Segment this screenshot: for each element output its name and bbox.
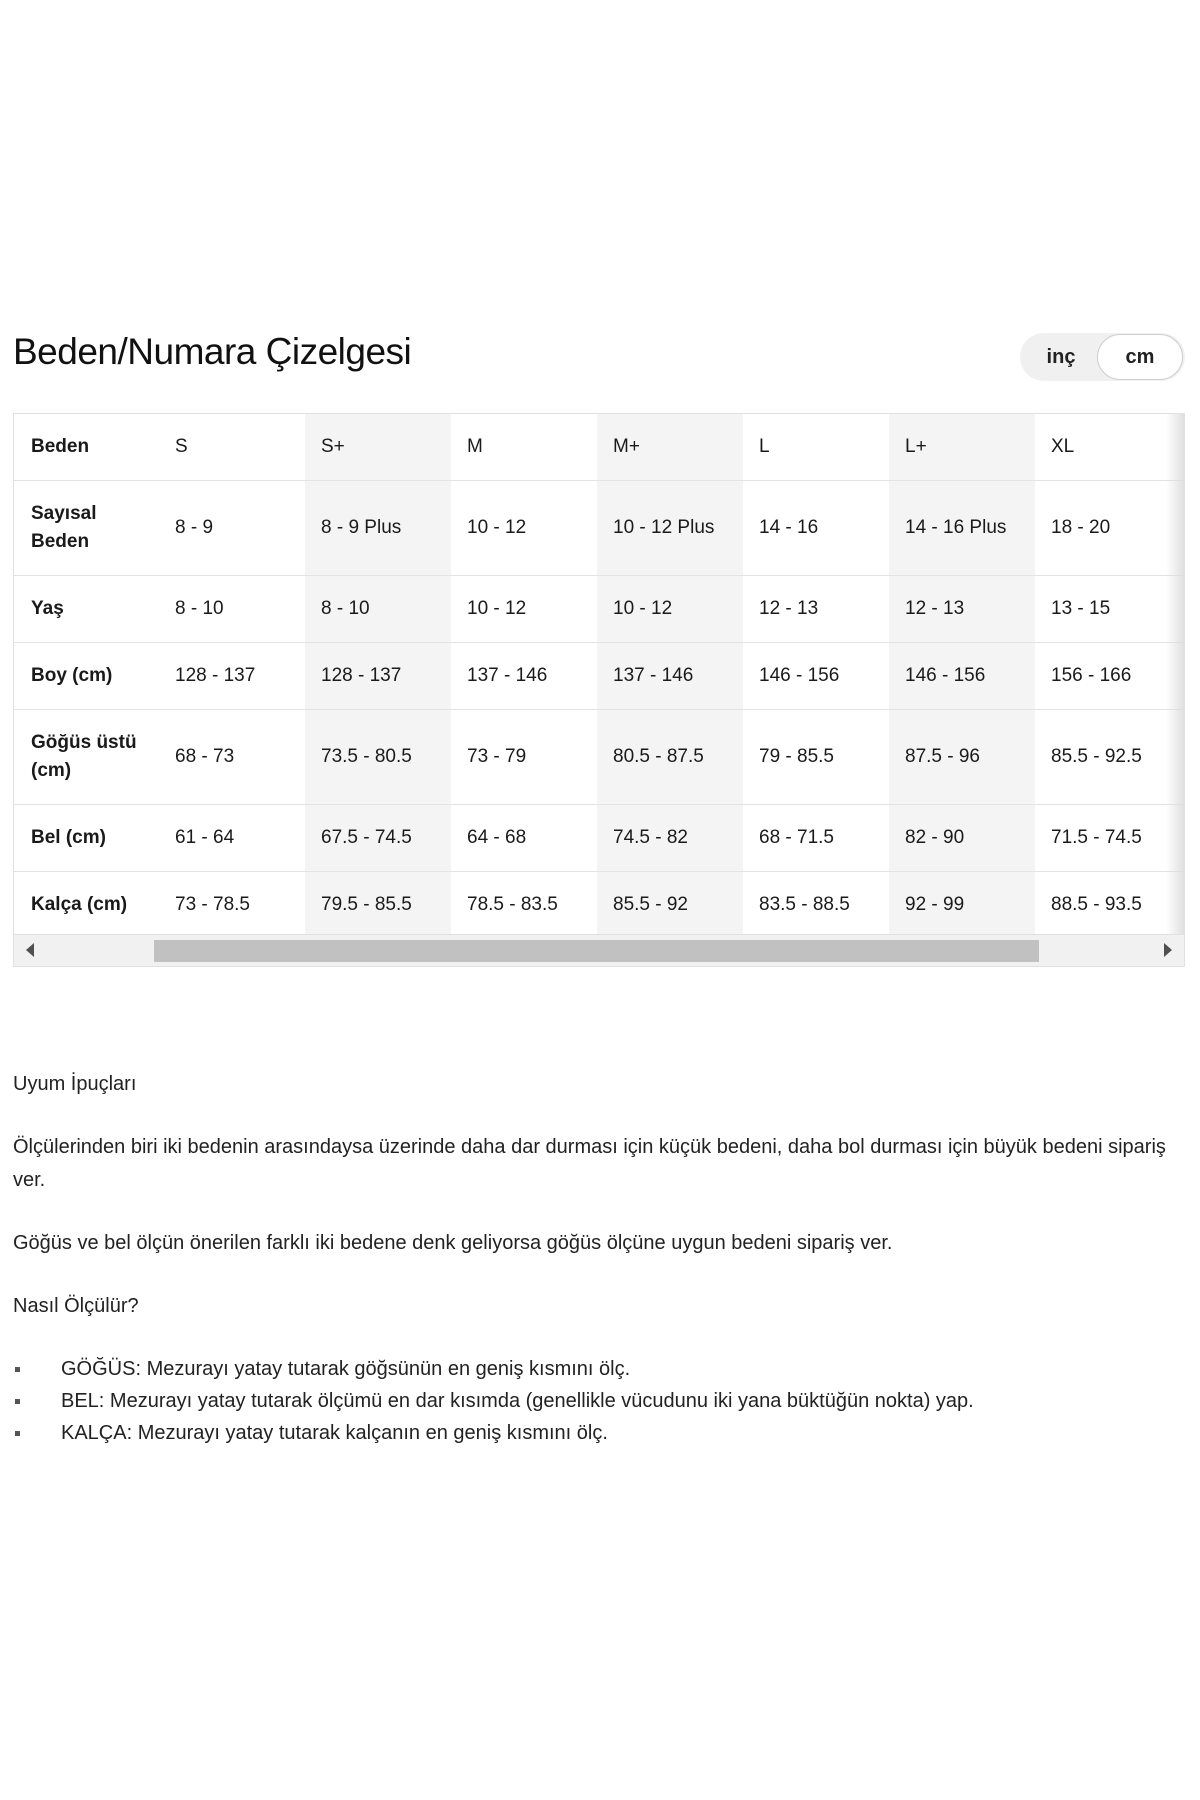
table-cell: 83.5 - 88.5 xyxy=(743,872,889,939)
table-cell: XL xyxy=(1035,414,1185,481)
scroll-left-arrow-icon[interactable] xyxy=(26,943,34,957)
table-cell: 8 - 9 xyxy=(159,481,305,576)
table-cell: S+ xyxy=(305,414,451,481)
table-cell: 71.5 - 74.5 xyxy=(1035,805,1185,872)
bullet-icon xyxy=(15,1431,20,1436)
table-cell: 68 - 73 xyxy=(159,710,305,805)
table-cell: 13 - 15 xyxy=(1035,576,1185,643)
table-cell: 92 - 99 xyxy=(889,872,1035,939)
table-cell: 10 - 12 xyxy=(597,576,743,643)
table-cell: 88.5 - 93.5 xyxy=(1035,872,1185,939)
list-item xyxy=(13,1417,1183,1449)
fit-tips-paragraph: Ölçülerinden biri iki bedenin arasındaysa üzerinde daha dar durması için küçük bedeni, daha bol durması için büyük bedeni sipariş ver. xyxy=(13,1136,1166,1191)
unit-option-cm[interactable]: cm xyxy=(1097,334,1183,380)
table-cell: 8 - 10 xyxy=(159,576,305,643)
table-cell: 82 - 90 xyxy=(889,805,1035,872)
row-label: Beden xyxy=(14,414,159,481)
size-chart-table-container[interactable] xyxy=(13,413,1185,967)
row-label: Kalça (cm) xyxy=(14,872,159,939)
row-label: Bel (cm) xyxy=(14,805,159,872)
list-item xyxy=(13,1385,1183,1417)
how-to-measure-list xyxy=(13,1353,1183,1449)
page-title: Beden/Numara Çizelgesi xyxy=(13,331,412,372)
table-cell: 87.5 - 96 xyxy=(889,710,1035,805)
table-cell: 156 - 166 xyxy=(1035,643,1185,710)
table-cell: 128 - 137 xyxy=(159,643,305,710)
table-cell: L xyxy=(743,414,889,481)
row-label: Boy (cm) xyxy=(14,643,159,710)
table-cell: 78.5 - 83.5 xyxy=(451,872,597,939)
list-item-text: KALÇA: Mezurayı yatay tutarak kalçanın en geniş kısmını ölç. xyxy=(61,1422,608,1444)
row-label: Göğüs üstü (cm) xyxy=(14,710,159,805)
table-cell: 14 - 16 xyxy=(743,481,889,576)
table-cell: 73 - 79 xyxy=(451,710,597,805)
table-cell: M+ xyxy=(597,414,743,481)
table-cell: 74.5 - 82 xyxy=(597,805,743,872)
table-row-height xyxy=(14,643,1185,710)
table-cell: 10 - 12 Plus xyxy=(597,481,743,576)
table-cell: 14 - 16 Plus xyxy=(889,481,1035,576)
table-cell: S xyxy=(159,414,305,481)
unit-toggle[interactable] xyxy=(1020,333,1185,381)
table-overflow-fade xyxy=(1166,414,1184,935)
bullet-icon xyxy=(15,1367,20,1372)
table-cell: 18 - 20 xyxy=(1035,481,1185,576)
list-item xyxy=(13,1353,1183,1385)
table-row-age xyxy=(14,576,1185,643)
horizontal-scrollbar[interactable] xyxy=(14,934,1184,966)
table-row-hip xyxy=(14,872,1185,939)
table-cell: 12 - 13 xyxy=(889,576,1035,643)
table-cell: 137 - 146 xyxy=(597,643,743,710)
table-cell: 73.5 - 80.5 xyxy=(305,710,451,805)
table-cell: 85.5 - 92.5 xyxy=(1035,710,1185,805)
fit-tips-paragraph: Göğüs ve bel ölçün önerilen farklı iki bedene denk geliyorsa göğüs ölçüne uygun bedeni sipariş ver. xyxy=(13,1232,893,1254)
unit-option-inch[interactable]: inç xyxy=(1046,346,1076,368)
scroll-right-arrow-icon[interactable] xyxy=(1164,943,1172,957)
fit-tips-section xyxy=(13,1068,1183,1449)
table-cell: 80.5 - 87.5 xyxy=(597,710,743,805)
table-cell: 146 - 156 xyxy=(743,643,889,710)
table-cell: 8 - 9 Plus xyxy=(305,481,451,576)
table-cell: 79.5 - 85.5 xyxy=(305,872,451,939)
bullet-icon xyxy=(15,1399,20,1404)
table-cell: 68 - 71.5 xyxy=(743,805,889,872)
table-cell: 73 - 78.5 xyxy=(159,872,305,939)
list-item-text: BEL: Mezurayı yatay tutarak ölçümü en dar kısımda (genellikle vücudunu iki yana büktüğün nokta) yap. xyxy=(61,1390,974,1412)
scrollbar-thumb[interactable] xyxy=(154,940,1039,962)
table-cell: M xyxy=(451,414,597,481)
table-row-numeric-size xyxy=(14,481,1185,576)
table-cell: 128 - 137 xyxy=(305,643,451,710)
how-to-measure-heading: Nasıl Ölçülür? xyxy=(13,1295,139,1317)
list-item-text: GÖĞÜS: Mezurayı yatay tutarak göğsünün en geniş kısmını ölç. xyxy=(61,1358,631,1380)
table-cell: L+ xyxy=(889,414,1035,481)
table-cell: 8 - 10 xyxy=(305,576,451,643)
table-cell: 146 - 156 xyxy=(889,643,1035,710)
table-cell: 10 - 12 xyxy=(451,576,597,643)
table-row-chest xyxy=(14,710,1185,805)
table-cell: 79 - 85.5 xyxy=(743,710,889,805)
row-label: Yaş xyxy=(14,576,159,643)
table-cell: 10 - 12 xyxy=(451,481,597,576)
table-cell: 67.5 - 74.5 xyxy=(305,805,451,872)
row-label: Sayısal Beden xyxy=(14,481,159,576)
fit-tips-heading: Uyum İpuçları xyxy=(13,1073,137,1095)
table-cell: 85.5 - 92 xyxy=(597,872,743,939)
table-cell: 137 - 146 xyxy=(451,643,597,710)
table-cell: 12 - 13 xyxy=(743,576,889,643)
table-row-size xyxy=(14,414,1185,481)
table-cell: 61 - 64 xyxy=(159,805,305,872)
table-row-waist xyxy=(14,805,1185,872)
size-chart-table xyxy=(14,414,1185,939)
table-cell: 64 - 68 xyxy=(451,805,597,872)
